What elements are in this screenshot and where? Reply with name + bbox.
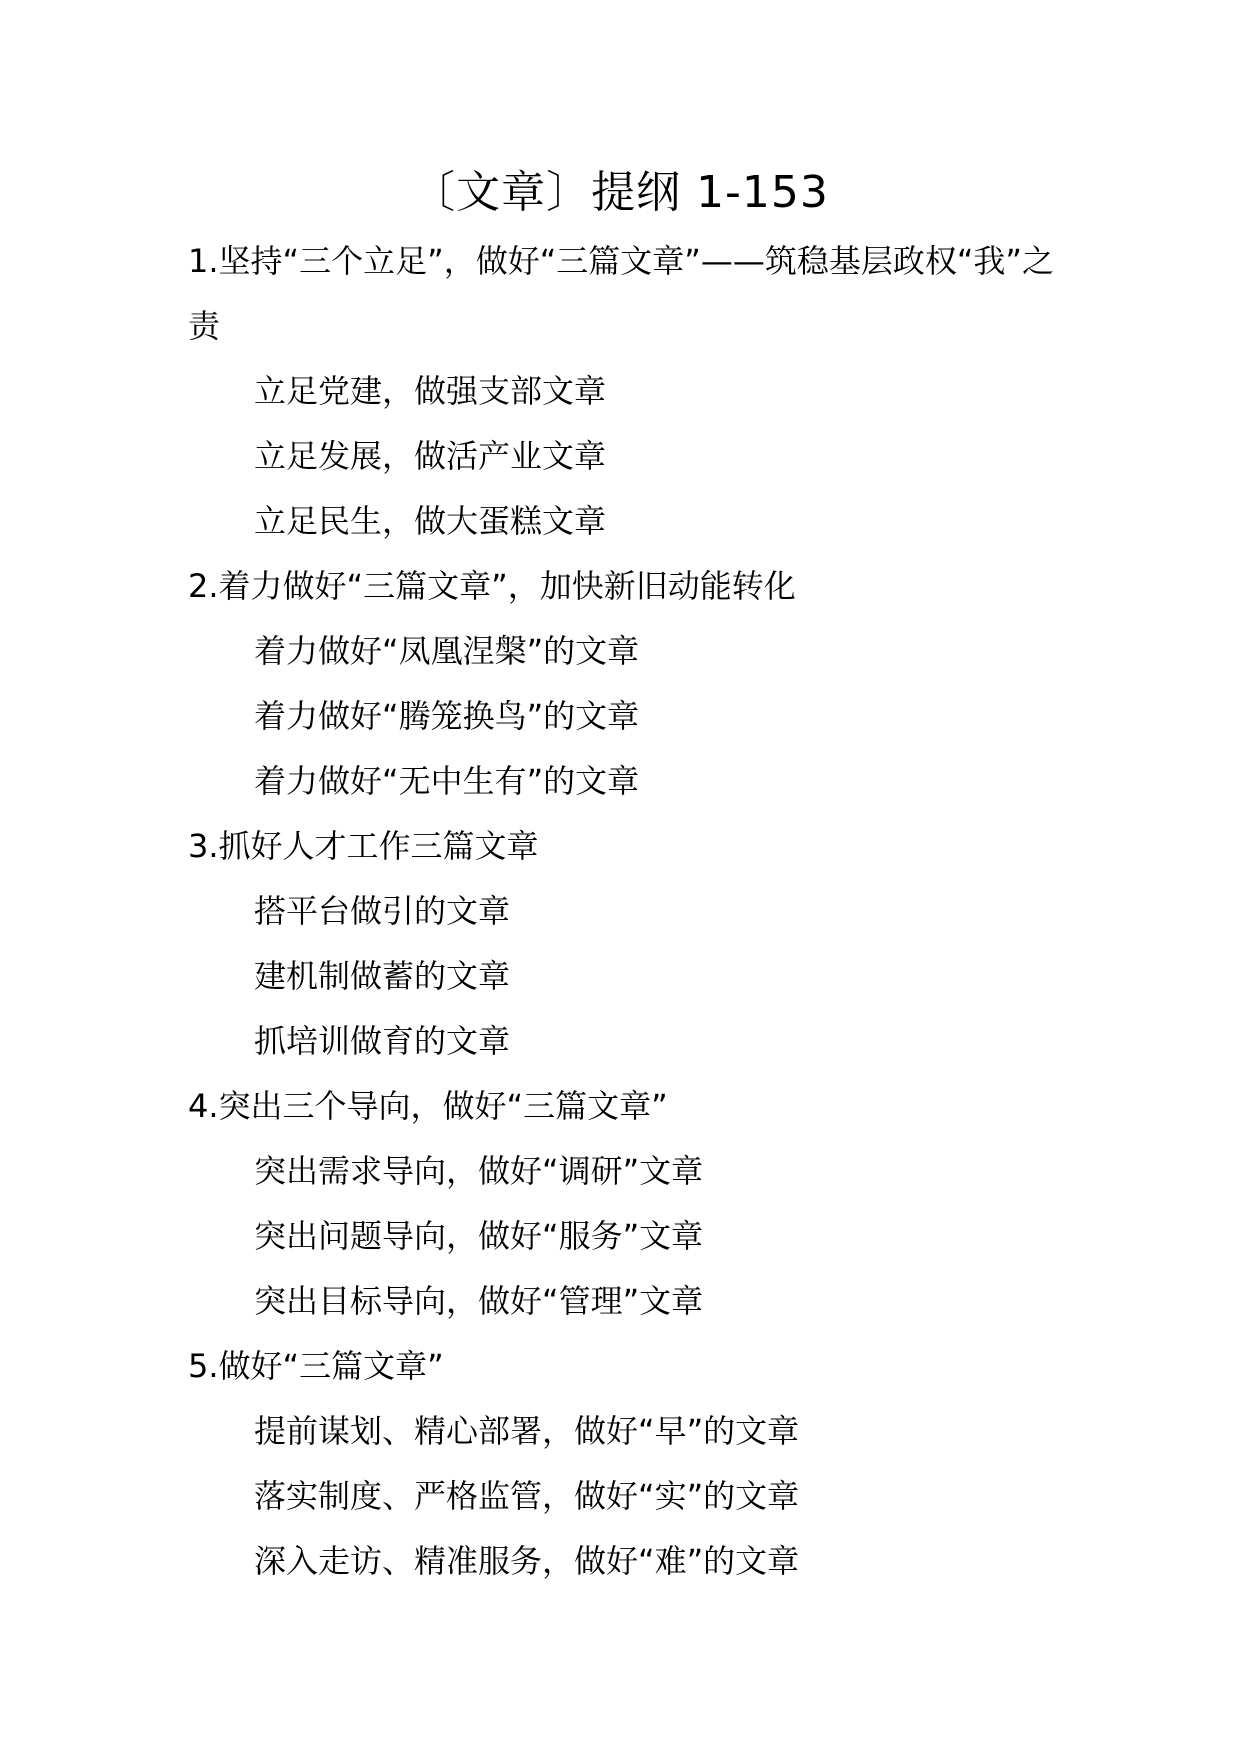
section-item: 突出问题导向，做好“服务”文章 (254, 1217, 704, 1255)
section-heading: 4.突出三个导向，做好“三篇文章” (188, 1087, 668, 1125)
section-heading: 1.坚持“三个立足”，做好“三篇文章”——筑稳基层政权“我”之责 (188, 242, 1055, 345)
section-item: 立足民生，做大蛋糕文章 (254, 502, 607, 540)
outline-section (188, 814, 1068, 1074)
page-title: 〔文章〕提纲 1-153 (411, 167, 829, 218)
outline-section (188, 1074, 1068, 1334)
section-item: 提前谋划、精心部署，做好“早”的文章 (254, 1412, 800, 1450)
section-item: 立足党建，做强支部文章 (254, 372, 607, 410)
outline-body (188, 229, 1068, 1594)
section-item: 着力做好“腾笼换鸟”的文章 (254, 697, 640, 735)
section-item: 落实制度、严格监管，做好“实”的文章 (254, 1477, 800, 1515)
outline-section (188, 229, 1068, 554)
section-item: 抓培训做育的文章 (254, 1022, 511, 1060)
section-item: 立足发展，做活产业文章 (254, 437, 607, 475)
section-item: 建机制做蓄的文章 (254, 957, 511, 995)
section-heading: 2.着力做好“三篇文章”，加快新旧动能转化 (188, 567, 796, 605)
section-item: 突出需求导向，做好“调研”文章 (254, 1152, 704, 1190)
section-item: 突出目标导向，做好“管理”文章 (254, 1282, 704, 1320)
section-heading: 5.做好“三篇文章” (188, 1347, 444, 1385)
section-heading: 3.抓好人才工作三篇文章 (188, 827, 539, 865)
section-item: 搭平台做引的文章 (254, 892, 511, 930)
section-item: 着力做好“无中生有”的文章 (254, 762, 640, 800)
section-item: 深入走访、精准服务，做好“难”的文章 (254, 1542, 800, 1580)
section-item: 着力做好“凤凰涅槃”的文章 (254, 632, 640, 670)
outline-section (188, 1334, 1068, 1594)
outline-section (188, 554, 1068, 814)
